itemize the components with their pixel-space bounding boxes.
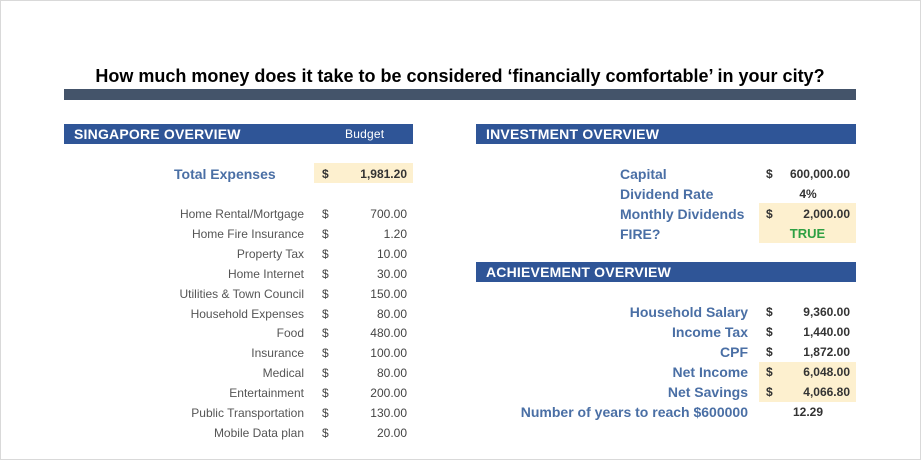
net-income-value[interactable]: 6,048.00 xyxy=(803,365,850,379)
expense-currency: $ xyxy=(322,306,329,321)
expense-label: Insurance xyxy=(251,346,304,361)
expense-currency: $ xyxy=(322,207,329,221)
monthly-dividends-value[interactable]: 2,000.00 xyxy=(803,207,850,221)
expense-currency: $ xyxy=(322,226,329,241)
income-tax-currency: $ xyxy=(766,325,773,339)
expense-currency: $ xyxy=(322,366,329,381)
dividend-rate-value[interactable]: 4% xyxy=(799,187,817,201)
expense-label: Medical xyxy=(262,366,304,381)
expense-label: Home Internet xyxy=(227,266,304,281)
title-underline-bar xyxy=(64,89,856,100)
expense-currency: $ xyxy=(322,246,329,261)
expense-value[interactable]: 10.00 xyxy=(376,246,407,261)
expense-currency: $ xyxy=(322,286,329,301)
expense-label: Public Transportation xyxy=(191,406,304,420)
budget-column-label: Budget xyxy=(345,127,385,141)
household-salary-value[interactable]: 9,360.00 xyxy=(803,305,850,319)
expense-currency: $ xyxy=(322,425,329,440)
expense-currency: $ xyxy=(322,266,329,281)
expense-value[interactable]: 20.00 xyxy=(376,425,407,440)
investment-overview-title: INVESTMENT OVERVIEW xyxy=(486,126,660,142)
achievement-overview-title: ACHIEVEMENT OVERVIEW xyxy=(486,264,671,280)
investment-overview-header[interactable] xyxy=(476,124,856,144)
household-salary-currency: $ xyxy=(766,305,773,319)
expense-currency: $ xyxy=(322,346,329,361)
total-expenses-value[interactable]: 1,981.20 xyxy=(360,167,407,181)
expense-label: Property Tax xyxy=(236,246,304,261)
page-title: How much money does it take to be considered ‘financially comfortable’ in your city? xyxy=(95,66,825,86)
expense-value[interactable]: 700.00 xyxy=(370,207,407,221)
total-expenses-currency: $ xyxy=(322,167,329,181)
expense-label: Home Rental/Mortgage xyxy=(179,207,304,221)
expense-value[interactable]: 1.20 xyxy=(383,226,407,241)
household-salary-label: Household Salary xyxy=(629,304,748,320)
expense-label: Household Expenses xyxy=(190,306,304,321)
fire-value[interactable]: TRUE xyxy=(789,226,826,241)
dividend-rate-label: Dividend Rate xyxy=(620,186,714,202)
expense-label: Home Fire Insurance xyxy=(191,226,304,241)
expense-label: Mobile Data plan xyxy=(213,425,304,440)
singapore-overview-title: SINGAPORE OVERVIEW xyxy=(74,126,241,142)
expense-value[interactable]: 150.00 xyxy=(370,286,407,301)
expense-currency: $ xyxy=(322,406,329,420)
years-to-target-value[interactable]: 12.29 xyxy=(792,405,824,419)
expense-value[interactable]: 80.00 xyxy=(376,366,407,381)
singapore-overview-header[interactable] xyxy=(64,124,413,144)
monthly-dividends-currency: $ xyxy=(766,207,773,221)
net-savings-label: Net Savings xyxy=(667,384,748,400)
expense-value[interactable]: 30.00 xyxy=(376,266,407,281)
expense-currency: $ xyxy=(322,326,329,341)
capital-currency: $ xyxy=(766,167,773,181)
monthly-dividends-label: Monthly Dividends xyxy=(620,206,745,222)
total-expenses-label: Total Expenses xyxy=(174,166,276,182)
expense-label: Entertainment xyxy=(229,386,304,401)
expense-value[interactable]: 130.00 xyxy=(370,406,407,420)
expense-value[interactable]: 80.00 xyxy=(376,306,407,321)
expense-value[interactable]: 100.00 xyxy=(370,346,407,361)
cpf-value[interactable]: 1,872.00 xyxy=(803,345,850,359)
cpf-currency: $ xyxy=(766,345,773,359)
income-tax-label: Income Tax xyxy=(672,324,748,340)
expense-value[interactable]: 480.00 xyxy=(370,326,407,341)
net-income-currency: $ xyxy=(766,365,773,379)
cpf-label: CPF xyxy=(720,344,748,360)
capital-value[interactable]: 600,000.00 xyxy=(789,167,850,181)
expense-value[interactable]: 200.00 xyxy=(370,386,407,401)
years-to-target-label: Number of years to reach $600000 xyxy=(520,404,748,420)
capital-label: Capital xyxy=(620,166,667,182)
expense-currency: $ xyxy=(322,386,329,401)
achievement-overview-header[interactable] xyxy=(476,262,856,282)
expense-label: Utilities & Town Council xyxy=(179,286,304,301)
net-income-label: Net Income xyxy=(672,364,748,380)
expense-label: Food xyxy=(276,326,304,341)
fire-label: FIRE? xyxy=(620,226,661,242)
net-savings-currency: $ xyxy=(766,385,773,399)
income-tax-value[interactable]: 1,440.00 xyxy=(803,325,850,339)
net-savings-value[interactable]: 4,066.80 xyxy=(803,385,850,399)
